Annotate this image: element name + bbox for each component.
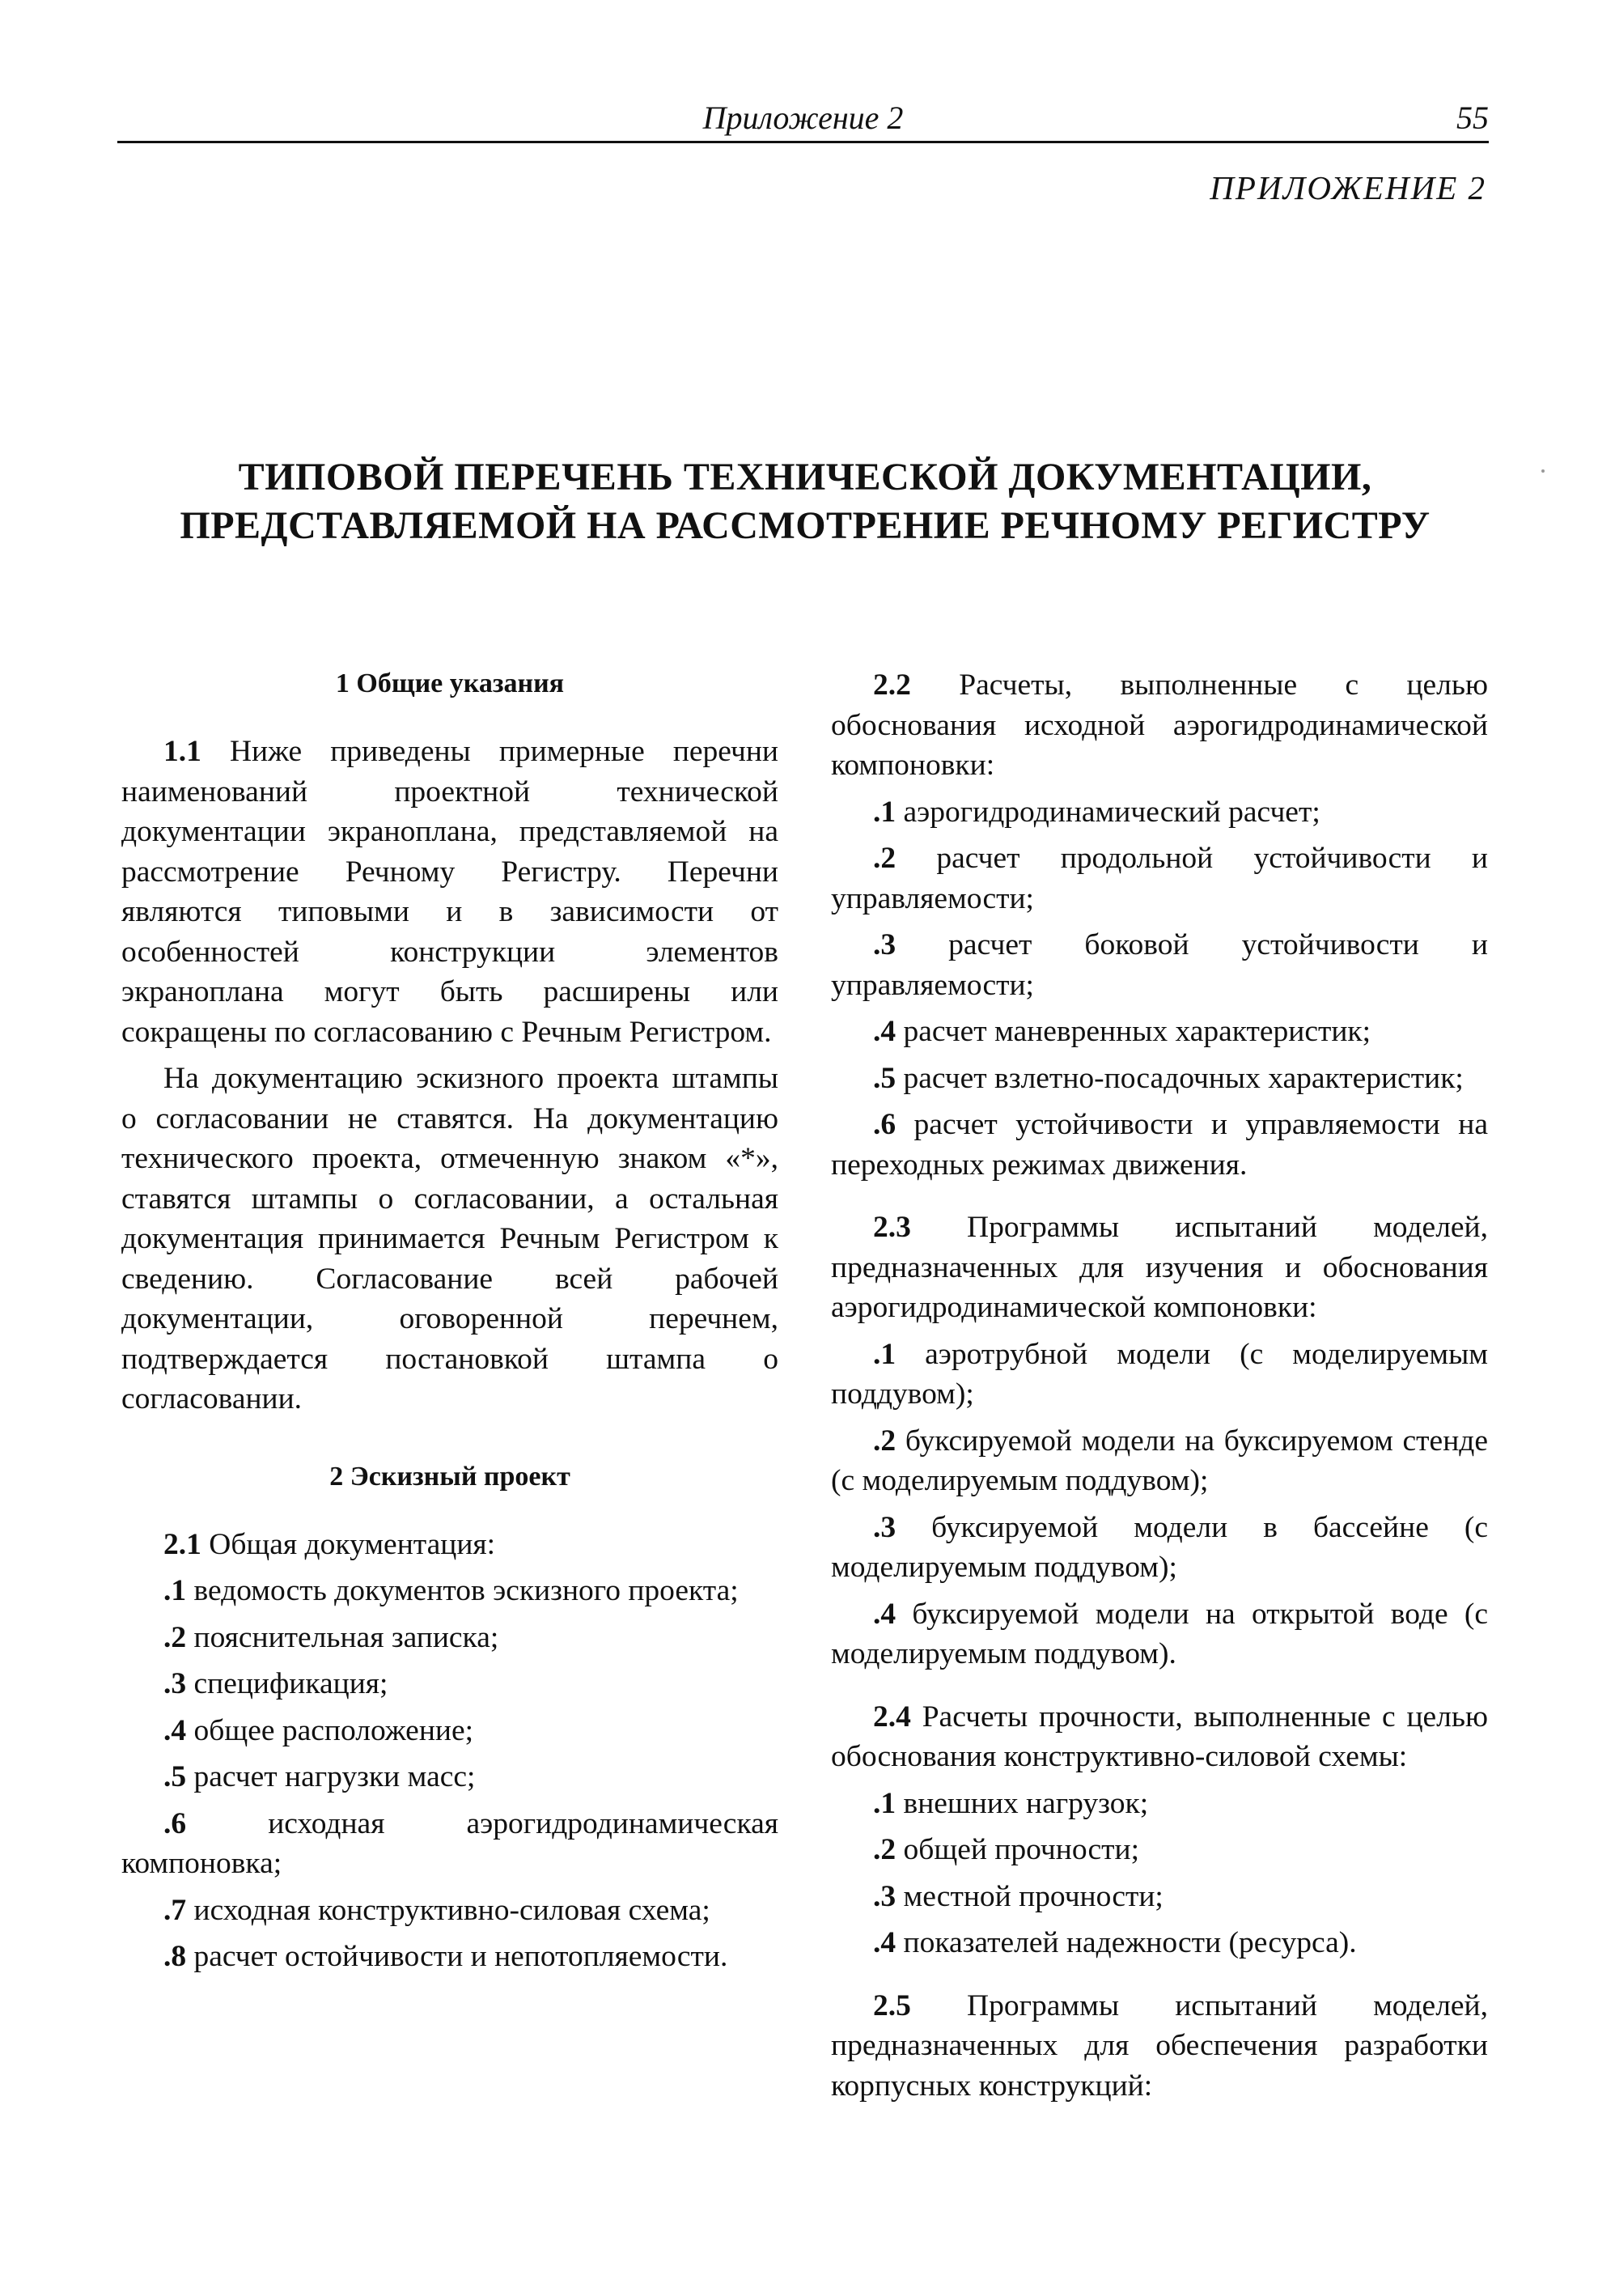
clause-text: Расчеты прочности, выполненные с целью обоснования конструктивно-силовой схемы: — [831, 1700, 1488, 1773]
item-text: расчет продольной устойчивости и управляемости; — [831, 842, 1488, 915]
list-item — [121, 1664, 778, 1704]
item-text: буксируемой модели на буксируемом стенде (с моделируемым поддувом); — [831, 1424, 1488, 1497]
item-number: .1 — [873, 1786, 896, 1820]
clause-text: Расчеты, выполненные с целью обоснования исходной аэрогидродинамической компоновки: — [831, 668, 1488, 782]
item-text: буксируемой модели на открытой воде (с моделируемым поддувом). — [831, 1597, 1488, 1670]
item-number: .5 — [163, 1760, 187, 1793]
scan-speck — [1541, 469, 1545, 473]
document-title — [121, 453, 1489, 550]
right-column — [831, 665, 1488, 2112]
item-text: показателей надежности (ресурса). — [896, 1926, 1357, 1959]
title-line-1: ТИПОВОЙ ПЕРЕЧЕНЬ ТЕХНИЧЕСКОЙ ДОКУМЕНТАЦИИ, — [238, 456, 1372, 499]
clause-text: Ниже приведены примерные перечни наименований проектной технической документации экраноплана, представляемой на рассмотрение Речному Регистру. Перечни являются типовыми и в зависимости от особенностей конструкции элементов экраноплана могут быть расширены или сокращены по согласованию с Речным Регистром. — [121, 735, 778, 1049]
item-number: .4 — [873, 1015, 896, 1048]
item-text: расчет устойчивости и управляемости на переходных режимах движения. — [831, 1108, 1488, 1182]
list-item — [831, 792, 1488, 833]
list-item — [831, 1059, 1488, 1099]
item-number: .1 — [873, 1337, 896, 1371]
clause-text: Общая документация: — [201, 1527, 496, 1561]
list-item — [831, 1508, 1488, 1588]
list-item — [831, 1830, 1488, 1870]
item-number: .3 — [163, 1667, 187, 1700]
section-heading-general: 1 Общие указания — [335, 668, 565, 698]
clause-number: 2.1 — [163, 1527, 201, 1561]
list-item — [121, 1571, 778, 1611]
item-number: .8 — [163, 1940, 187, 1973]
item-number: .3 — [873, 928, 896, 961]
title-line-2: ПРЕДСТАВЛЯЕМОЙ НА РАССМОТРЕНИЕ РЕЧНОМУ РЕГИСТРУ — [180, 504, 1431, 547]
clause-2-5 — [831, 1986, 1488, 2107]
item-text: расчет остойчивости и непотопляемости. — [186, 1940, 728, 1973]
clause-text: Программы испытаний моделей, предназначенных для обеспечения разработки корпусных конструкций: — [831, 1988, 1488, 2103]
item-number: .2 — [873, 1833, 896, 1866]
item-text: исходная конструктивно-силовая схема; — [186, 1893, 710, 1927]
item-number: .2 — [873, 842, 896, 875]
list-item — [831, 1335, 1488, 1415]
clause-number: 2.4 — [873, 1700, 911, 1734]
item-number: .3 — [873, 1510, 896, 1544]
list-item — [831, 925, 1488, 1005]
item-number: .1 — [163, 1574, 187, 1607]
clause-number: 2.3 — [873, 1211, 911, 1244]
clause-1-1 — [121, 732, 778, 1052]
clause-number: 1.1 — [163, 735, 201, 768]
clause-text: Программы испытаний моделей, предназначенных для изучения и обоснования аэрогидродинамической компоновки: — [831, 1211, 1488, 1324]
item-number: .7 — [163, 1893, 187, 1927]
running-header — [117, 95, 1489, 143]
item-number: .4 — [873, 1597, 896, 1631]
list-item — [121, 1711, 778, 1751]
page-number: 55 — [1456, 100, 1489, 136]
list-item — [831, 1594, 1488, 1674]
left-column — [121, 665, 778, 1984]
clause-number: 2.5 — [873, 1988, 911, 2022]
appendix-label: ПРИЛОЖЕНИЕ 2 — [1210, 169, 1486, 206]
item-text: расчет взлетно-посадочных характеристик; — [896, 1061, 1464, 1095]
section-heading-draft-project: 2 Эскизный проект — [329, 1461, 570, 1492]
item-number: .3 — [873, 1879, 896, 1913]
item-text: аэротрубной модели (с моделируемым поддувом); — [831, 1337, 1488, 1411]
item-text: ведомость документов эскизного проекта; — [186, 1574, 739, 1607]
item-text: пояснительная записка; — [186, 1620, 499, 1654]
list-item — [831, 1105, 1488, 1185]
clause-2-1-list — [121, 1571, 778, 1977]
item-number: .6 — [163, 1806, 187, 1840]
clause-number: 2.2 — [873, 668, 911, 702]
list-item — [121, 1937, 778, 1977]
clause-2-1 — [121, 1525, 778, 1565]
list-item — [121, 1618, 778, 1658]
clause-2-2 — [831, 665, 1488, 786]
item-text: общей прочности; — [896, 1833, 1140, 1866]
item-text: внешних нагрузок; — [896, 1786, 1149, 1820]
list-item — [831, 1877, 1488, 1917]
item-text: спецификация; — [186, 1667, 388, 1700]
list-item — [831, 1923, 1488, 1963]
item-number: .2 — [163, 1620, 187, 1654]
clause-2-4 — [831, 1697, 1488, 1777]
item-text: расчет маневренных характеристик; — [896, 1015, 1371, 1048]
list-item — [121, 1804, 778, 1884]
item-text: буксируемой модели в бассейне (с моделируемым поддувом); — [831, 1510, 1488, 1584]
clause-2-3 — [831, 1207, 1488, 1328]
item-text: расчет боковой устойчивости и управляемости; — [831, 928, 1488, 1002]
list-item — [121, 1757, 778, 1797]
clause-1-1-paragraph-2: На документацию эскизного проекта штампы о согласовании не ставятся. На документацию технического проекта, отмеченную знаком «*», ставятся штампы о согласовании, а остальная документация принимается Речным Регистром к сведению. Согласование всей рабочей документации, оговоренной перечнем, подтверждается постановкой штампа о согласовании. — [121, 1062, 778, 1415]
list-item — [831, 1421, 1488, 1501]
item-text: расчет нагрузки масс; — [186, 1760, 476, 1793]
item-number: .1 — [873, 795, 896, 829]
list-item — [831, 1784, 1488, 1824]
item-text: общее расположение; — [186, 1713, 474, 1747]
item-text: аэрогидродинамический расчет; — [896, 795, 1320, 829]
item-text: местной прочности; — [896, 1879, 1164, 1913]
item-number: .5 — [873, 1061, 896, 1095]
clause-2-2-list — [831, 792, 1488, 1186]
clause-2-3-list — [831, 1335, 1488, 1674]
list-item — [121, 1891, 778, 1931]
list-item — [831, 838, 1488, 919]
item-text: исходная аэрогидродинамическая компоновка; — [121, 1806, 778, 1880]
running-title: Приложение 2 — [702, 100, 904, 136]
item-number: .4 — [873, 1926, 896, 1959]
item-number: .4 — [163, 1713, 187, 1747]
item-number: .6 — [873, 1108, 896, 1141]
list-item — [831, 1012, 1488, 1052]
item-number: .2 — [873, 1424, 896, 1458]
clause-2-4-list — [831, 1784, 1488, 1963]
